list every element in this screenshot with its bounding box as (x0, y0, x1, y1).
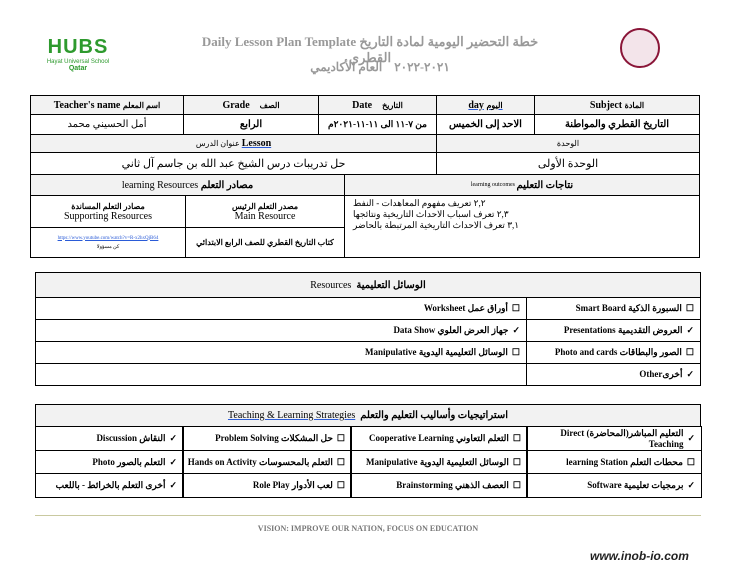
strategy-item (182, 450, 352, 475)
strategy-item (35, 473, 184, 498)
checkmark-icon[interactable]: ✓ (512, 325, 520, 335)
strategy-label: النقاش Discussion (96, 432, 166, 443)
strategy-label: التعلم بالصور Photo (92, 456, 166, 467)
day-header: day اليوم (436, 95, 535, 115)
ministry-logo (620, 28, 660, 68)
resource-item (35, 341, 527, 364)
resource-label: العروض التقديمية Presentations (563, 325, 683, 335)
checkmark-icon[interactable]: ✓ (169, 456, 177, 467)
strategy-item (526, 473, 702, 498)
teacher-header: Teacher's name اسم المعلم (30, 95, 184, 115)
strategy-label: برمجيات تعليمية Software (587, 480, 684, 491)
resource-item (35, 319, 527, 342)
date-header: Date التاريخ (318, 95, 437, 115)
strategy-item (350, 473, 528, 498)
resource-label: الوسائل التعليمية اليدوية Manipulative (365, 347, 508, 357)
checkmark-icon[interactable]: ✓ (687, 480, 695, 491)
checkbox-icon[interactable]: ☐ (512, 480, 521, 491)
checkbox-icon[interactable]: ☐ (336, 456, 345, 467)
learning-resources-header: learning Resources مصادر التعلم (30, 174, 345, 196)
strategy-item (35, 426, 184, 451)
subject-header: Subject المادة (534, 95, 700, 115)
outcomes-list (344, 195, 700, 258)
checkmark-icon[interactable]: ✓ (686, 325, 694, 335)
checkbox-icon[interactable]: ☐ (336, 432, 345, 443)
grade-header: Grade الصف (183, 95, 319, 115)
strategy-label: أخرى التعلم بالخرائط - باللعب (55, 480, 166, 491)
checkbox-icon[interactable]: ☐ (511, 347, 520, 357)
checkmark-icon[interactable]: ✓ (687, 432, 695, 443)
day-value: الاحد إلى الخميس (436, 114, 535, 135)
strategy-label: الوسائل التعليمية اليدوية Manipulative (366, 456, 509, 467)
strategies-header: Teaching & Learning Strategies استراتيجيات وأساليب التعليم والتعلم (35, 404, 701, 427)
outcome-item: ٢,٣ تعرف اسباب الاحداث التاريخية ونتائجها (353, 209, 509, 219)
strategy-label: التعلم التعاوني Cooperative Learning (369, 432, 509, 443)
checkbox-icon[interactable]: ☐ (685, 347, 694, 357)
youtube-link[interactable]: https://www.youtube.com/watch?v=R-x2hxQjB64 (57, 235, 159, 241)
academic-year: ٢٠٢١-٢٠٢٢ العام الأكاديمي (310, 60, 450, 74)
strategy-label: حل المشكلات Problem Solving (215, 432, 333, 443)
main-resource-header: مصدر التعلم الرئيس Main Resource (185, 195, 345, 228)
unit-header: الوحدة (436, 134, 700, 153)
strategy-label: التعلم بالمحسوسات Hands on Activity (187, 456, 333, 467)
checkbox-icon[interactable]: ☐ (512, 432, 521, 443)
outcome-item: ٣,١ تعرف الاحداث التاريخية المرتبطة بالحاضر (353, 220, 520, 230)
vision-statement: VISION: IMPROVE OUR NATION, FOCUS ON EDUCATION (257, 524, 479, 533)
resource-label: جهاز العرض العلوي Data Show (393, 325, 509, 335)
page-title: Daily Lesson Plan Template خطة التحضير اليومية لمادة التاريخ القطري (201, 34, 539, 65)
strategy-item (350, 450, 528, 475)
main-resource-value: كتاب التاريخ القطري للصف الرابع الابتدائي (185, 227, 345, 258)
resource-label: الصور والبطاقات Photo and cards (554, 347, 682, 357)
lesson-header: عنوان الدرس Lesson (30, 134, 437, 153)
checkbox-icon[interactable]: ☐ (512, 456, 521, 467)
checkbox-icon[interactable]: ☐ (336, 480, 345, 491)
strategy-label: محطات التعلم learning Station (566, 456, 683, 467)
resource-item (526, 297, 701, 320)
supporting-resources-cell: https://www.youtube.com/watch?v=R-x2hxQjB64 كن مسؤولا (30, 227, 186, 258)
outcome-item: ٢,٢ تعريف مفهوم المعاهدات - النفط (353, 198, 486, 208)
unit-value: الوحدة الأولى (436, 152, 700, 175)
footer-divider (35, 515, 701, 516)
teacher-name: أمل الحسيني محمد (30, 114, 184, 135)
date-value: من ٧-١١ الى ١١-١١-٢٠٢١م (318, 114, 437, 135)
checkmark-icon[interactable]: ✓ (169, 432, 177, 443)
resource-item (526, 363, 701, 386)
strategy-item (35, 450, 184, 475)
resource-label: أوراق عمل Worksheet (423, 303, 508, 313)
resource-label: السبورة الذكية Smart Board (575, 303, 682, 313)
resource-item (35, 297, 527, 320)
resource-label: أخرىOther (639, 369, 683, 379)
site-watermark: www.inob-io.com (590, 549, 689, 563)
learning-outcomes-header: learning outcomes نتاجات التعليم (344, 174, 700, 196)
subject-value: التاريخ القطري والمواطنة (534, 114, 700, 135)
checkmark-icon[interactable]: ✓ (169, 480, 177, 491)
checkbox-icon[interactable]: ☐ (685, 303, 694, 313)
strategy-item (182, 473, 352, 498)
lesson-title: حل تدريبات درس الشيخ عبد الله بن جاسم آل ثاني (30, 152, 437, 175)
strategy-item (526, 426, 702, 451)
resource-item (526, 341, 701, 364)
checkmark-icon[interactable]: ✓ (686, 369, 694, 379)
resources-header: Resources الوسائل التعليمية (35, 272, 701, 298)
supporting-resources-header: مصادر التعلم المساندة Supporting Resources (30, 195, 186, 228)
grade-value: الرابع (183, 114, 319, 135)
resource-item (35, 363, 527, 386)
strategy-item (350, 426, 528, 451)
strategy-label: لعب الأدوار Role Play (252, 480, 333, 491)
strategy-label: التعليم المباشر(المحاضرة) Direct Teaching (560, 427, 684, 449)
resource-item (526, 319, 701, 342)
strategy-label: العصف الذهني Brainstorming (396, 480, 509, 491)
strategy-item (526, 450, 702, 475)
checkbox-icon[interactable]: ☐ (686, 456, 695, 467)
hubs-logo: HUBS Hayat Universal School Qatar (46, 36, 110, 72)
strategy-item (182, 426, 352, 451)
checkbox-icon[interactable]: ☐ (511, 303, 520, 313)
